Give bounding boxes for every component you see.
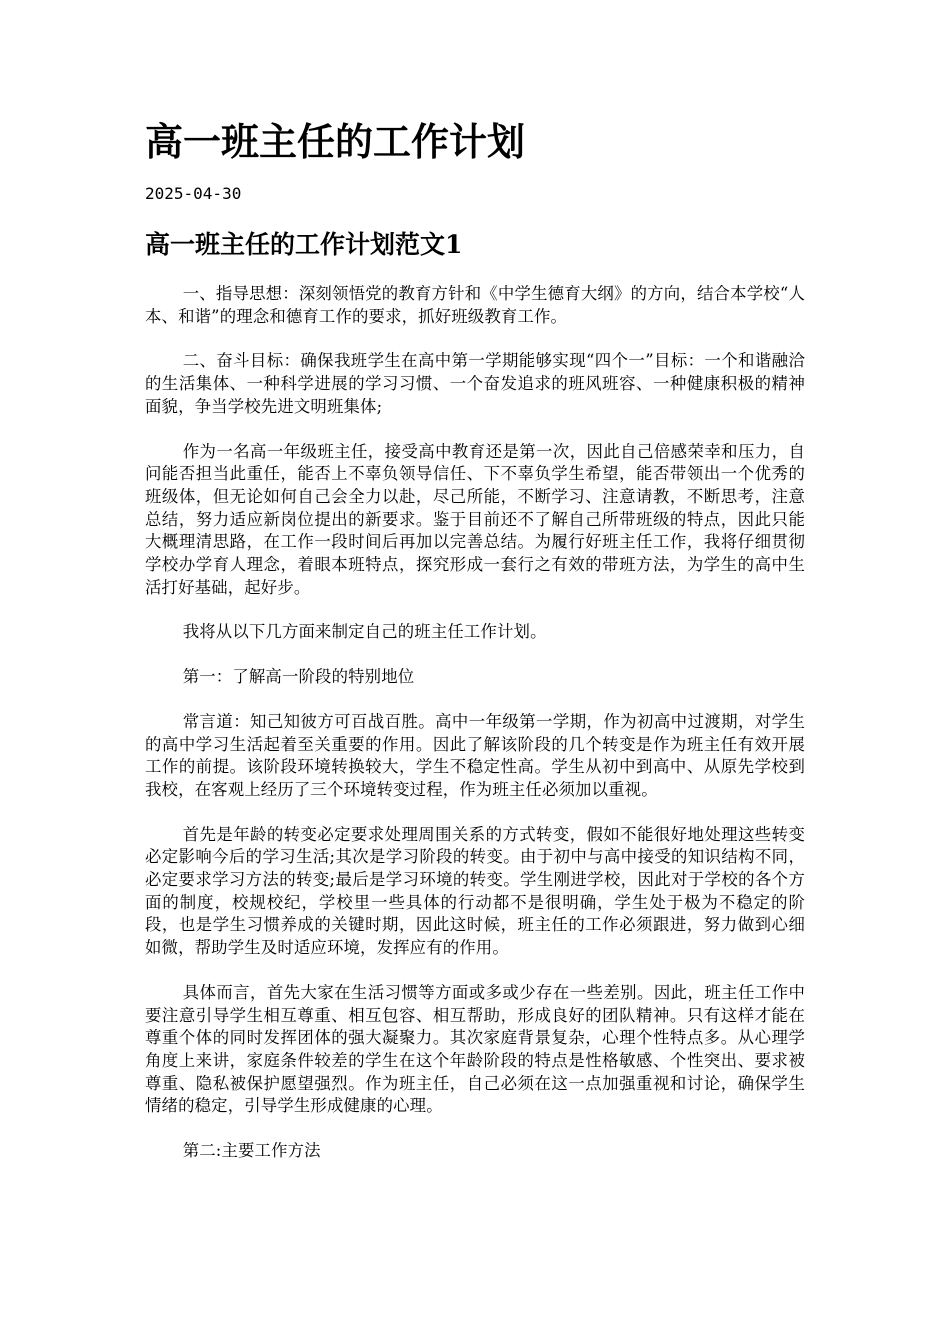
paragraph-know-yourself: 常言道：知己知彼方可百战百胜。高中一年级第一学期，作为初高中过渡期，对学生的高中学习生活起着至关重要的作用。因此了解该阶段的几个转变是作为班主任有效开展工作的前提。该阶段环境转换较大，学生不稳定性高。学生从初中到高中、从原先学校到我校，在客观上经历了三个环境转变过程，作为班主任必须加以重视。	[145, 711, 805, 799]
paragraph-section-two-heading: 第二:主要工作方法	[182, 1141, 321, 1161]
paragraph-specifics: 具体而言，首先大家在生活习惯等方面或多或少存在一些差别。因此，班主任工作中要注意引导学生相互尊重、相互包容、相互帮助，形成良好的团队精神。只有这样才能在尊重个体的同时发挥团体的强大凝聚力。其次家庭背景复杂，心理个性特点多。从心理学角度上来讲，家庭条件较差的学生在这个年龄阶段的特点是性格敏感、个性突出、要求被尊重、隐私被保护愿望强烈。作为班主任，自己必须在这一点加强重视和讨论，确保学生情绪的稳定，引导学生形成健康的心理。	[145, 982, 805, 1116]
paragraph-plan-intro: 我将从以下几方面来制定自己的班主任工作计划。	[182, 622, 547, 642]
paragraph-section-one-heading: 第一：了解高一阶段的特别地位	[182, 667, 415, 687]
document-date: 2025-04-30	[145, 184, 242, 203]
document-body	[145, 283, 805, 1185]
document-title: 高一班主任的工作计划	[145, 119, 526, 164]
paragraph-goals: 二、奋斗目标：确保我班学生在高中第一学期能够实现“四个一”目标：一个和谐融洽的生活集体、一种科学进展的学习习惯、一个奋发追求的班风班容、一种健康积极的精神面貌，争当学校先进文明班集体;	[145, 351, 805, 416]
paragraph-transitions: 首先是年龄的转变必定要求处理周围关系的方式转变，假如不能很好地处理这些转变必定影响今后的学习生活;其次是学习阶段的转变。由于初中与高中接受的知识结构不同，必定要求学习方法的转变;最后是学习环境的转变。学生刚进学校，因此对于学校的各个方面的制度，校规校纪，学校里一些具体的行动都不是很明确，学生处于极为不稳定的阶段，也是学生习惯养成的关键时期，因此这时候，班主任的工作必须跟进，努力做到心细如微，帮助学生及时适应环境，发挥应有的作用。	[145, 824, 805, 958]
paragraph-introduction: 作为一名高一年级班主任，接受高中教育还是第一次，因此自己倍感荣幸和压力，自问能否担当此重任，能否上不辜负领导信任、下不辜负学生希望，能否带领出一个优秀的班级体，但无论如何自己会全力以赴，尽己所能，不断学习、注意请教，不断思考，注意总结，努力适应新岗位提出的新要求。鉴于目前还不了解自己所带班级的特点，因此只能大概理清思路，在工作一段时间后再加以完善总结。为履行好班主任工作，我将仔细贯彻学校办学育人理念，着眼本班特点，探究形成一套行之有效的带班方法，为学生的高中生活打好基础，起好步。	[145, 441, 805, 597]
section-heading: 高一班主任的工作计划范文1	[145, 230, 463, 259]
paragraph-guiding-thought: 一、指导思想：深刻领悟党的教育方针和《中学生德育大纲》的方向，结合本学校“人本、和谐”的理念和德育工作的要求，抓好班级教育工作。	[145, 284, 805, 326]
